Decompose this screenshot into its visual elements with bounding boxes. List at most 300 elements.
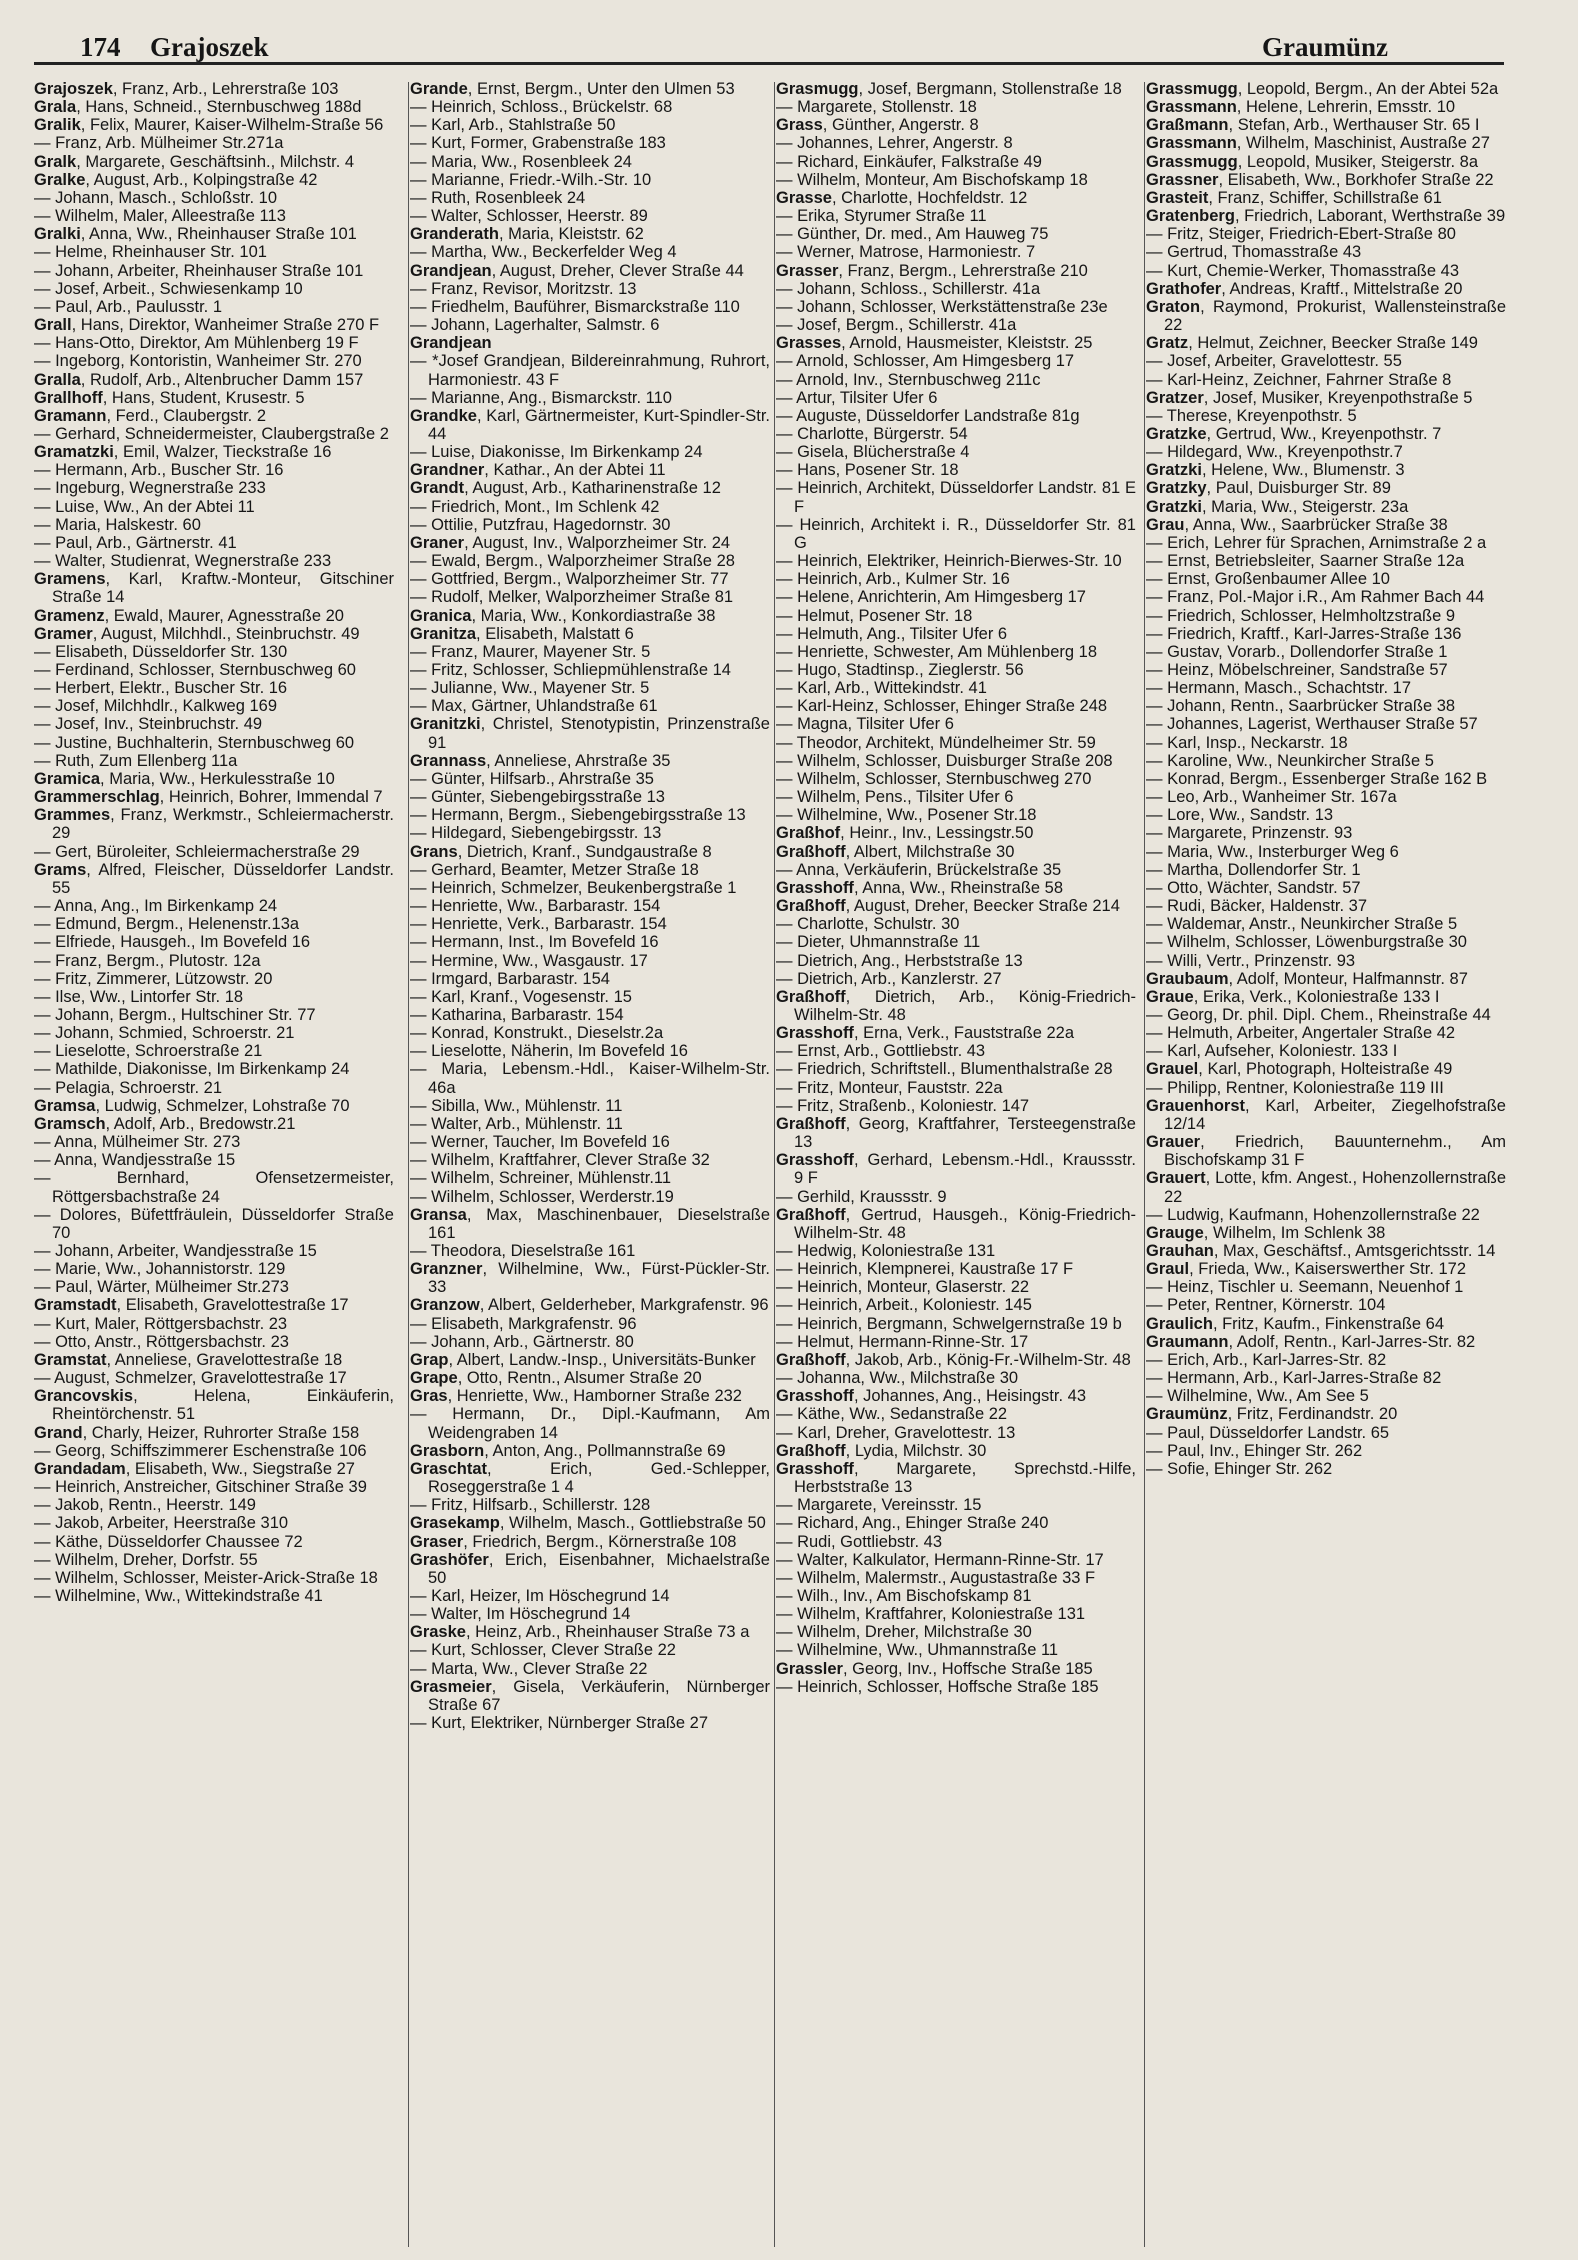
entry-surname: Grasses xyxy=(776,334,842,353)
entry-surname: Grajoszek xyxy=(34,80,113,98)
directory-entry: — Wilhelm, Malermstr., Augustastraße 33 F xyxy=(776,1568,1096,1587)
column-3 xyxy=(776,80,1136,2250)
directory-entry: Grassmann, Helene, Lehrerin, Emsstr. 10 xyxy=(1146,98,1456,117)
directory-entry: — Katharina, Barbarastr. 154 xyxy=(410,1005,624,1024)
directory-entry: — Kurt, Schlosser, Clever Straße 22 xyxy=(410,1641,676,1660)
directory-entry: — Josef, Arbeiter, Gravelottestr. 55 xyxy=(1146,352,1402,371)
directory-entry: Gramstat, Anneliese, Gravelottestraße 18 xyxy=(34,1350,343,1369)
directory-entry: Grasshoff, Johannes, Ang., Heisingstr. 43 xyxy=(776,1387,1087,1406)
directory-entry: — Maria, Lebensm.-Hdl., Kaiser-Wilhelm-Str. 46a xyxy=(410,1060,770,1097)
directory-entry: — Gerhard, Beamter, Metzer Straße 18 xyxy=(410,860,699,879)
directory-entry: Graubaum, Adolf, Monteur, Halfmannstr. 87 xyxy=(1146,969,1468,988)
directory-entry: Gralki, Anna, Ww., Rheinhauser Straße 101 xyxy=(34,225,357,244)
directory-entry: Grans, Dietrich, Kranf., Sundgaustraße 8 xyxy=(410,842,712,861)
directory-entry: — Kurt, Elektriker, Nürnberger Straße 27 xyxy=(410,1714,709,1733)
directory-entry: — Heinz, Möbelschreiner, Sandstraße 57 xyxy=(1146,661,1448,679)
directory-entry: — Josef, Inv., Steinbruchstr. 49 xyxy=(34,715,263,734)
entry-surname: Grammerschlag xyxy=(34,788,160,807)
directory-entry: — Leo, Arb., Wanheimer Str. 167a xyxy=(1146,788,1397,807)
directory-entry: — Karl, Kranf., Vogesenstr. 15 xyxy=(410,987,632,1006)
entry-surname: Graßhof xyxy=(776,824,841,843)
directory-entry: — Helene, Anrichterin, Am Himgesberg 17 xyxy=(776,588,1086,607)
directory-entry: — Fritz, Steiger, Friedrich-Ebert-Straße 80 xyxy=(1146,225,1456,244)
directory-entry: — Anna, Ang., Im Birkenkamp 24 xyxy=(34,897,278,916)
directory-entry: — Hans, Posener Str. 18 xyxy=(776,461,959,480)
directory-entry: — Ilse, Ww., Lintorfer Str. 18 xyxy=(34,987,244,1006)
directory-entry: Granica, Maria, Ww., Konkordiastraße 38 xyxy=(410,606,716,625)
entry-surname: Grande xyxy=(410,80,468,98)
directory-entry: — Heinrich, Klempnerei, Kaustraße 17 F xyxy=(776,1260,1074,1279)
directory-entry: — Josef, Bergm., Schillerstr. 41a xyxy=(776,316,1017,335)
directory-entry: — Franz, Bergm., Plutostr. 12a xyxy=(34,951,261,970)
directory-entry: — Wilhelm, Schlosser, Meister-Arick-Straße 18 xyxy=(34,1568,378,1587)
directory-entry: — Franz, Pol.-Major i.R., Am Rahmer Bach 44 xyxy=(1146,588,1485,607)
directory-entry: — Heinrich, Elektriker, Heinrich-Bierwes-Str. 10 xyxy=(776,552,1122,571)
directory-entry: — Dietrich, Ang., Herbststraße 13 xyxy=(776,951,1023,970)
directory-entry: Graumann, Adolf, Rentn., Karl-Jarres-Str. 82 xyxy=(1146,1332,1476,1351)
directory-entry: Grasshoff, Margarete, Sprechstd.-Hilfe, Herbststraße 13 xyxy=(776,1459,1136,1497)
directory-entry: Grauenhorst, Karl, Arbeiter, Ziegelhofstraße 12/14 xyxy=(1146,1096,1506,1133)
column-1 xyxy=(34,80,394,2250)
directory-entry: — Maria, Ww., Rosenbleek 24 xyxy=(410,152,632,171)
directory-entry: — Friedrich, Mont., Im Schlenk 42 xyxy=(410,497,660,516)
entry-surname: Graschtat xyxy=(410,1459,488,1478)
directory-entry: Grasses, Arnold, Hausmeister, Kleiststr. 25 xyxy=(776,334,1093,353)
directory-entry: — Artur, Tilsiter Ufer 6 xyxy=(776,388,938,407)
directory-entry: — Helmut, Hermann-Rinne-Str. 17 xyxy=(776,1332,1029,1351)
entry-surname: Grasshoff xyxy=(776,1151,854,1170)
directory-entry: — Hildegard, Siebengebirgsstr. 13 xyxy=(410,824,662,843)
directory-entry: Gramann, Ferd., Claubergstr. 2 xyxy=(34,406,267,425)
directory-entry: — Karl, Arb., Stahlstraße 50 xyxy=(410,116,616,135)
entry-surname: Grassmann xyxy=(1146,134,1237,153)
entry-surname: Grandjean xyxy=(410,334,492,353)
entry-surname: Grasser xyxy=(776,261,839,280)
directory-entry: Grassmugg, Leopold, Musiker, Steigerstr. 8a xyxy=(1146,152,1479,171)
directory-entry: — Pelagia, Schroerstr. 21 xyxy=(34,1078,223,1097)
directory-entry: Grala, Hans, Schneid., Sternbuschweg 188d xyxy=(34,98,362,117)
entry-surname: Granitzki xyxy=(410,715,481,734)
directory-entry: — Mathilde, Diakonisse, Im Birkenkamp 24 xyxy=(34,1060,350,1079)
directory-entry: — Ernst, Arb., Gottliebstr. 43 xyxy=(776,1042,986,1061)
directory-entry: — Erika, Styrumer Straße 11 xyxy=(776,207,987,226)
directory-entry: — Ingeburg, Wegnerstraße 233 xyxy=(34,479,266,498)
entry-surname: Grasteit xyxy=(1146,188,1209,207)
entry-surname: Graßhoff xyxy=(776,897,846,916)
directory-entry: — Luise, Ww., An der Abtei 11 xyxy=(34,497,255,516)
directory-entry: — Jakob, Arbeiter, Heerstraße 310 xyxy=(34,1514,289,1533)
directory-entry: — Günther, Dr. med., Am Hauweg 75 xyxy=(776,225,1049,244)
directory-entry: — Ludwig, Kaufmann, Hohenzollernstraße 22 xyxy=(1146,1205,1480,1224)
entry-surname: Gramsch xyxy=(34,1114,106,1133)
directory-entry: — Käthe, Ww., Sedanstraße 22 xyxy=(776,1405,1008,1424)
entry-surname: Graßhoff xyxy=(776,1205,846,1224)
directory-entry: — Paul, Wärter, Mülheimer Str.273 xyxy=(34,1278,289,1297)
directory-entry: Grams, Alfred, Fleischer, Düsseldorfer Landstr. 55 xyxy=(34,860,394,897)
directory-entry: Grammerschlag, Heinrich, Bohrer, Immendal 7 xyxy=(34,788,383,807)
directory-entry: — Max, Gärtner, Uhlandstraße 61 xyxy=(410,697,658,716)
directory-entry: — Hugo, Stadtinsp., Zieglerstr. 56 xyxy=(776,661,1024,679)
directory-entry: — Edmund, Bergm., Helenenstr.13a xyxy=(34,915,300,934)
directory-entry: — Henriette, Verk., Barbarastr. 154 xyxy=(410,915,667,934)
directory-entry: — Marta, Ww., Clever Straße 22 xyxy=(410,1659,648,1678)
directory-entry: Grall, Hans, Direktor, Wanheimer Straße 270 F xyxy=(34,316,380,335)
directory-entry: — Ewald, Bergm., Walporzheimer Straße 28 xyxy=(410,552,735,571)
entry-surname: Grasmeier xyxy=(410,1677,492,1696)
entry-surname: Gratzki xyxy=(1146,461,1202,480)
directory-entry: Gratzki, Maria, Ww., Steigerstr. 23a xyxy=(1146,497,1409,516)
directory-entry: Gratzke, Gertrud, Ww., Kreyenpothstr. 7 xyxy=(1146,424,1442,443)
entry-surname: Grauert xyxy=(1146,1169,1206,1188)
directory-entry: Graulich, Fritz, Kaufm., Finkenstraße 64 xyxy=(1146,1314,1445,1333)
directory-entry: — Friedrich, Schriftstell., Blumenthalstraße 28 xyxy=(776,1060,1113,1079)
directory-entry: Grande, Ernst, Bergm., Unter den Ulmen 53 xyxy=(410,80,735,98)
directory-entry: Grau, Anna, Ww., Saarbrücker Straße 38 xyxy=(1146,515,1448,534)
directory-entry: Graue, Erika, Verk., Koloniestraße 133 I xyxy=(1146,987,1440,1006)
directory-entry: — Karoline, Ww., Neunkircher Straße 5 xyxy=(1146,751,1434,770)
directory-entry: — Johannes, Lehrer, Angerstr. 8 xyxy=(776,134,1013,153)
directory-entry: — Charlotte, Bürgerstr. 54 xyxy=(776,424,968,443)
column-4 xyxy=(1146,80,1506,2250)
directory-entry: — Johann, Schloss., Schillerstr. 41a xyxy=(776,279,1041,298)
directory-entry: — Ferdinand, Schlosser, Sternbuschweg 60 xyxy=(34,661,356,679)
directory-entry: — Heinrich, Anstreicher, Gitschiner Straße 39 xyxy=(34,1478,367,1497)
directory-entry: Gratenberg, Friedrich, Laborant, Werthstraße 39 xyxy=(1146,207,1506,226)
directory-entry: Gralla, Rudolf, Arb., Altenbrucher Damm 157 xyxy=(34,370,364,389)
directory-entry: — Therese, Kreyenpothstr. 5 xyxy=(1146,406,1357,425)
directory-entry: — Georg, Schiffszimmerer Eschenstraße 106 xyxy=(34,1441,367,1460)
entry-surname: Graue xyxy=(1146,987,1194,1006)
directory-entry: — Wilhelmine, Ww., Wittekindstraße 41 xyxy=(34,1586,323,1605)
directory-entry: Grasser, Franz, Bergm., Lehrerstraße 210 xyxy=(776,261,1088,280)
directory-entry: — Johann, Arbeiter, Wandjesstraße 15 xyxy=(34,1242,317,1260)
directory-entry: — Willi, Vertr., Prinzenstr. 93 xyxy=(1146,951,1356,970)
entry-surname: Grauenhorst xyxy=(1146,1096,1246,1115)
directory-entry: — Ruth, Rosenbleek 24 xyxy=(410,188,586,207)
directory-entry: — Wilhelm, Kraftfahrer, Clever Straße 32 xyxy=(410,1151,710,1170)
entry-surname: Grandjean xyxy=(410,261,492,280)
directory-entry: — Wilhelm, Dreher, Dorfstr. 55 xyxy=(34,1550,258,1569)
directory-entry: — Luise, Diakonisse, Im Birkenkamp 24 xyxy=(410,443,703,462)
directory-entry: Gramica, Maria, Ww., Herkulesstraße 10 xyxy=(34,769,335,788)
entry-surname: Grasmugg xyxy=(776,80,859,98)
directory-entry: — Justine, Buchhalterin, Sternbuschweg 60 xyxy=(34,733,355,752)
directory-entry: Grassmugg, Leopold, Bergm., An der Abtei 52a xyxy=(1146,80,1499,98)
directory-entry: Grandner, Kathar., An der Abtei 11 xyxy=(410,461,666,480)
entry-surname: Gramer xyxy=(34,624,93,643)
directory-entry: — Peter, Rentner, Körnerstr. 104 xyxy=(1146,1296,1386,1315)
entry-surname: Gratzki xyxy=(1146,497,1202,516)
entry-surname: Granitza xyxy=(410,624,477,643)
directory-entry: Graßhoff, Albert, Milchstraße 30 xyxy=(776,842,1015,861)
directory-entry: Gransa, Max, Maschinenbauer, Dieselstraße 161 xyxy=(410,1205,770,1242)
directory-entry: — Hermine, Ww., Wasgaustr. 17 xyxy=(410,951,648,970)
directory-entry: Grancovskis, Helena, Einkäuferin, Rheintörchenstr. 51 xyxy=(34,1387,394,1424)
entry-surname: Grasekamp xyxy=(410,1514,500,1533)
directory-entry: — Helme, Rheinhauser Str. 101 xyxy=(34,243,267,262)
directory-entry: — Karl, Dreher, Gravelottestr. 13 xyxy=(776,1423,1016,1442)
entry-surname: Grassmugg xyxy=(1146,80,1238,98)
entry-surname: Grau xyxy=(1146,515,1185,534)
directory-entry: Gramer, August, Milchhdl., Steinbruchstr. 49 xyxy=(34,624,360,643)
directory-entry: Graßhoff, Jakob, Arb., König-Fr.-Wilhelm-Str. 48 xyxy=(776,1350,1131,1369)
directory-entry: — Karl, Aufseher, Koloniestr. 133 I xyxy=(1146,1042,1398,1061)
directory-entry: — Günter, Hilfsarb., Ahrstraße 35 xyxy=(410,769,654,788)
directory-entry: Gratzky, Paul, Duisburger Str. 89 xyxy=(1146,479,1391,498)
directory-entry: — Anna, Mülheimer Str. 273 xyxy=(34,1133,241,1152)
column-2 xyxy=(410,80,770,2250)
entry-surname: Graske xyxy=(410,1623,466,1642)
directory-entry: — Fritz, Straßenb., Koloniestr. 147 xyxy=(776,1096,1030,1115)
entry-surname: Graumünz xyxy=(1146,1405,1228,1424)
directory-entry: — Georg, Dr. phil. Dipl. Chem., Rheinstraße 44 xyxy=(1146,1005,1491,1024)
entry-surname: Gralke xyxy=(34,170,86,189)
entry-surname: Gramstat xyxy=(34,1350,107,1369)
entry-surname: Grape xyxy=(410,1369,458,1388)
directory-entry: Graßhof, Heinr., Inv., Lessingstr.50 xyxy=(776,824,1034,843)
directory-entry: — Ernst, Betriebsleiter, Saarner Straße 12a xyxy=(1146,552,1465,571)
directory-entry: — Karl, Arb., Wittekindstr. 41 xyxy=(776,679,987,698)
entry-surname: Grandadam xyxy=(34,1459,126,1478)
entry-surname: Grassner xyxy=(1146,170,1219,189)
directory-entry: — Kurt, Chemie-Werker, Thomasstraße 43 xyxy=(1146,261,1459,280)
directory-entry: — Martha, Dollendorfer Str. 1 xyxy=(1146,860,1361,879)
directory-entry: — Henriette, Schwester, Am Mühlenberg 18 xyxy=(776,642,1097,661)
directory-entry: Gras, Henriette, Ww., Hamborner Straße 232 xyxy=(410,1387,742,1406)
entry-surname: Grancovskis xyxy=(34,1387,134,1406)
directory-entry: — Richard, Ang., Ehinger Straße 240 xyxy=(776,1514,1049,1533)
directory-entry: Grass, Günther, Angerstr. 8 xyxy=(776,116,979,135)
entry-surname: Gralla xyxy=(34,370,81,389)
directory-entry: Graske, Heinz, Arb., Rheinhauser Straße 73 a xyxy=(410,1623,750,1642)
directory-entry: — Lieselotte, Näherin, Im Bovefeld 16 xyxy=(410,1042,688,1061)
directory-entry: — Dieter, Uhmannstraße 11 xyxy=(776,933,981,952)
directory-entry: — Ingeborg, Kontoristin, Wanheimer Str. 270 xyxy=(34,352,362,371)
directory-entry: — Fritz, Zimmerer, Lützowstr. 20 xyxy=(34,969,273,988)
directory-entry: Grassmann, Wilhelm, Maschinist, Austraße 27 xyxy=(1146,134,1490,153)
directory-entry: Grashöfer, Erich, Eisenbahner, Michaelstraße 50 xyxy=(410,1550,770,1587)
directory-entry: — Gert, Büroleiter, Schleiermacherstraße 29 xyxy=(34,842,360,861)
directory-entry: Granitzki, Christel, Stenotypistin, Prinzenstraße 91 xyxy=(410,715,770,752)
directory-entry: Grasshoff, Gerhard, Lebensm.-Hdl., Kraussstr. 9 F xyxy=(776,1151,1136,1188)
directory-entry: — Walter, Kalkulator, Hermann-Rinne-Str. 17 xyxy=(776,1550,1104,1569)
entry-surname: Grasshoff xyxy=(776,878,854,897)
directory-entry: — Helmuth, Arbeiter, Angertaler Straße 42 xyxy=(1146,1024,1456,1043)
entry-surname: Granica xyxy=(410,606,472,625)
directory-entry: — Käthe, Düsseldorfer Chaussee 72 xyxy=(34,1532,303,1551)
directory-entry: Grauge, Wilhelm, Im Schlenk 38 xyxy=(1146,1223,1386,1242)
directory-entry: — Richard, Einkäufer, Falkstraße 49 xyxy=(776,152,1042,171)
directory-entry: — Wilhelm, Schlosser, Löwenburgstraße 30 xyxy=(1146,933,1467,952)
directory-entry: Grasshoff, Anna, Ww., Rheinstraße 58 xyxy=(776,878,1064,897)
directory-entry: — Bernhard, Ofensetzermeister, Röttgersbachstraße 24 xyxy=(34,1169,394,1206)
entry-surname: Grandner xyxy=(410,461,485,480)
directory-entry: — Johann, Arb., Gärtnerstr. 80 xyxy=(410,1332,634,1351)
directory-entry: — Elfriede, Hausgeh., Im Bovefeld 16 xyxy=(34,933,311,952)
directory-entry: — Charlotte, Schulstr. 30 xyxy=(776,915,960,934)
directory-entry: — Helmut, Posener Str. 18 xyxy=(776,606,973,625)
directory-entry: Graßhoff, Gertrud, Hausgeh., König-Friedrich-Wilhelm-Str. 48 xyxy=(776,1205,1136,1242)
directory-entry: — Ernst, Großenbaumer Allee 10 xyxy=(1146,570,1390,589)
directory-entry: Grasmeier, Gisela, Verkäuferin, Nürnberger Straße 67 xyxy=(410,1677,770,1714)
directory-entry: — Heinrich, Arbeit., Koloniestr. 145 xyxy=(776,1296,1032,1315)
directory-entry: — Otto, Anstr., Röttgersbachstr. 23 xyxy=(34,1332,289,1351)
directory-entry: — Sibilla, Ww., Mühlenstr. 11 xyxy=(410,1096,623,1115)
directory-entry: — Johann, Schlosser, Werkstättenstraße 23e xyxy=(776,297,1108,316)
directory-entry: — Rudi, Gottliebstr. 43 xyxy=(776,1532,942,1551)
directory-entry: — Johann, Lagerhalter, Salmstr. 6 xyxy=(410,316,660,335)
directory-entry: — Heinrich, Monteur, Glaserstr. 22 xyxy=(776,1278,1030,1297)
entry-surname: Graser xyxy=(410,1532,464,1551)
directory-entry: — Josef, Milchhdlr., Kalkweg 169 xyxy=(34,697,278,716)
directory-entry: — Heinrich, Architekt i. R., Düsseldorfer Str. 81 G xyxy=(776,515,1136,552)
directory-entry: — Dietrich, Arb., Kanzlerstr. 27 xyxy=(776,969,1002,988)
directory-entry: — Wilhelm, Dreher, Milchstraße 30 xyxy=(776,1623,1032,1642)
directory-entry: — Dolores, Büfettfräulein, Düsseldorfer Straße 70 xyxy=(34,1205,394,1242)
entry-surname: Graumann xyxy=(1146,1332,1229,1351)
directory-entry: — Franz, Revisor, Moritzstr. 13 xyxy=(410,279,637,298)
directory-entry: Grauhan, Max, Geschäftsf., Amtsgerichtsstr. 14 xyxy=(1146,1242,1496,1260)
entry-surname: Graubaum xyxy=(1146,969,1229,988)
directory-entry: — Hermann, Bergm., Siebengebirgsstraße 13 xyxy=(410,806,746,825)
directory-entry: — Wilhelm, Maler, Alleestraße 113 xyxy=(34,207,286,226)
directory-entry: — Elisabeth, Markgrafenstr. 96 xyxy=(410,1314,637,1333)
directory-entry: — Rudolf, Melker, Walporzheimer Straße 81 xyxy=(410,588,734,607)
entry-surname: Gramens xyxy=(34,570,106,589)
directory-entry: Granitza, Elisabeth, Malstatt 6 xyxy=(410,624,634,643)
directory-entry: — *Josef Grandjean, Bildereinrahmung, Ruhrort, Harmoniestr. 43 F xyxy=(410,352,770,389)
entry-surname: Grall xyxy=(34,316,72,335)
directory-entry: — Wilhelm, Pens., Tilsiter Ufer 6 xyxy=(776,788,1014,807)
directory-entry: Graschtat, Erich, Ged.-Schlepper, Roseggerstraße 1 4 xyxy=(410,1459,770,1497)
directory-entry: Graßhoff, Lydia, Milchstr. 30 xyxy=(776,1441,987,1460)
directory-entry: — Walter, Im Höschegrund 14 xyxy=(410,1605,631,1624)
entry-surname: Gramenz xyxy=(34,606,105,625)
directory-entry: — Gerhard, Schneidermeister, Claubergstraße 2 xyxy=(34,424,389,443)
directory-entry: — Johann, Bergm., Hultschiner Str. 77 xyxy=(34,1005,316,1024)
header-last-entry: Graumünz xyxy=(1261,32,1388,62)
entry-surname: Gramsa xyxy=(34,1096,96,1115)
directory-entry: — Karl, Insp., Neckarstr. 18 xyxy=(1146,733,1348,752)
directory-entry: — Johann, Schmied, Schroerstr. 21 xyxy=(34,1024,295,1043)
directory-entry: — Lieselotte, Schroerstraße 21 xyxy=(34,1042,263,1061)
directory-columns xyxy=(34,80,1506,2250)
directory-entry: — August, Schmelzer, Gravelottestraße 17 xyxy=(34,1369,347,1388)
directory-entry: — Arnold, Schlosser, Am Himgesberg 17 xyxy=(776,352,1075,371)
directory-entry: — Wilhelm, Kraftfahrer, Koloniestraße 131 xyxy=(776,1605,1086,1624)
directory-entry: Grannass, Anneliese, Ahrstraße 35 xyxy=(410,751,671,770)
entry-surname: Graul xyxy=(1146,1260,1190,1279)
directory-entry: — Josef, Arbeit., Schwiesenkamp 10 xyxy=(34,279,303,298)
directory-entry: — Sofie, Ehinger Str. 262 xyxy=(1146,1459,1333,1478)
entry-surname: Grassler xyxy=(776,1659,843,1678)
entry-surname: Gralik xyxy=(34,116,81,135)
directory-entry: Gramatzki, Emil, Walzer, Tieckstraße 16 xyxy=(34,443,332,462)
directory-entry: Gramenz, Ewald, Maurer, Agnesstraße 20 xyxy=(34,606,344,625)
entry-surname: Grasshoff xyxy=(776,1459,854,1478)
directory-entry: — Wilh., Inv., Am Bischofskamp 81 xyxy=(776,1586,1032,1605)
entry-surname: Granzner xyxy=(410,1260,483,1279)
directory-entry: Graul, Frieda, Ww., Kaiserswerther Str. 172 xyxy=(1146,1260,1467,1279)
directory-entry: Graton, Raymond, Prokurist, Wallensteinstraße 22 xyxy=(1146,297,1506,335)
directory-entry: — Hermann, Arb., Karl-Jarres-Straße 82 xyxy=(1146,1369,1442,1388)
entry-surname: Graßhoff xyxy=(776,1350,846,1369)
entry-surname: Gramstadt xyxy=(34,1296,117,1315)
directory-entry: Gratzki, Helene, Ww., Blumenstr. 3 xyxy=(1146,461,1405,480)
directory-entry: Grasekamp, Wilhelm, Masch., Gottliebstraße 50 xyxy=(410,1514,766,1533)
directory-entry: Grasteit, Franz, Schiffer, Schillstraße 61 xyxy=(1146,188,1442,207)
directory-entry: — Wilhelm, Schlosser, Werderstr.19 xyxy=(410,1187,674,1206)
directory-entry: — Heinrich, Schloss., Brückelstr. 68 xyxy=(410,98,673,117)
directory-entry: — Franz, Maurer, Mayener Str. 5 xyxy=(410,642,651,661)
entry-surname: Grathofer xyxy=(1146,279,1222,298)
entry-surname: Grass xyxy=(776,116,823,135)
entry-surname: Grannass xyxy=(410,751,487,770)
directory-entry: — Hedwig, Koloniestraße 131 xyxy=(776,1242,996,1260)
directory-entry: Graßhoff, Dietrich, Arb., König-Friedrich-Wilhelm-Str. 48 xyxy=(776,987,1136,1024)
entry-surname: Graßmann xyxy=(1146,116,1229,135)
entry-surname: Grauhan xyxy=(1146,1242,1214,1260)
directory-entry: Graser, Friedrich, Bergm., Körnerstraße 108 xyxy=(410,1532,737,1551)
directory-entry: — Johann, Arbeiter, Rheinhauser Straße 101 xyxy=(34,261,364,280)
entry-surname: Gratenberg xyxy=(1146,207,1235,226)
directory-entry: — Friedhelm, Bauführer, Bismarckstraße 110 xyxy=(410,297,740,316)
directory-entry: Grauert, Lotte, kfm. Angest., Hohenzollernstraße 22 xyxy=(1146,1169,1506,1206)
entry-surname: Grasshoff xyxy=(776,1387,854,1406)
directory-entry: Gralik, Felix, Maurer, Kaiser-Wilhelm-Straße 56 xyxy=(34,116,384,135)
directory-entry: Grajoszek, Franz, Arb., Lehrerstraße 103 xyxy=(34,80,339,98)
directory-entry: — Paul, Arb., Gärtnerstr. 41 xyxy=(34,533,237,552)
directory-entry: Graumünz, Fritz, Ferdinandstr. 20 xyxy=(1146,1405,1398,1424)
directory-entry: — Friedrich, Schlosser, Helmholtzstraße 9 xyxy=(1146,606,1456,625)
entry-surname: Granzow xyxy=(410,1296,480,1315)
directory-entry: Gramsa, Ludwig, Schmelzer, Lohstraße 70 xyxy=(34,1096,350,1115)
directory-entry: — Marianne, Friedr.-Wilh.-Str. 10 xyxy=(410,170,652,189)
directory-entry: — Walter, Studienrat, Wegnerstraße 233 xyxy=(34,552,332,571)
entry-surname: Grassmugg xyxy=(1146,152,1238,171)
directory-entry: — Ottilie, Putzfrau, Hagedornstr. 30 xyxy=(410,515,671,534)
directory-entry: — Karl, Heizer, Im Höschegrund 14 xyxy=(410,1586,670,1605)
directory-entry: Grassler, Georg, Inv., Hoffsche Straße 185 xyxy=(776,1659,1093,1678)
directory-entry: — Fritz, Hilfsarb., Schillerstr. 128 xyxy=(410,1496,651,1515)
directory-entry: — Theodor, Architekt, Mündelheimer Str. 59 xyxy=(776,733,1096,752)
entry-surname: Grauge xyxy=(1146,1223,1204,1242)
directory-entry: — Irmgard, Barbarastr. 154 xyxy=(410,969,610,988)
entry-surname: Grand xyxy=(34,1423,83,1442)
entry-surname: Grams xyxy=(34,860,87,879)
directory-entry: — Arnold, Inv., Sternbuschweg 211c xyxy=(776,370,1041,389)
entry-surname: Graßhoff xyxy=(776,1441,846,1460)
directory-entry: — Heinrich, Arb., Kulmer Str. 16 xyxy=(776,570,1010,589)
directory-entry: — Gisela, Blücherstraße 4 xyxy=(776,443,970,462)
entry-surname: Graton xyxy=(1146,297,1201,316)
directory-entry: — Elisabeth, Düsseldorfer Str. 130 xyxy=(34,642,288,661)
directory-entry: Grallhoff, Hans, Student, Krusestr. 5 xyxy=(34,388,305,407)
page-number: 174 xyxy=(80,32,121,62)
entry-surname: Gratzke xyxy=(1146,424,1207,443)
directory-entry: — Gottfried, Bergm., Walporzheimer Str. 77 xyxy=(410,570,729,589)
entry-surname: Graulich xyxy=(1146,1314,1213,1333)
directory-entry: Gramsch, Adolf, Arb., Bredowstr.21 xyxy=(34,1114,296,1133)
directory-entry: — Günter, Siebengebirgsstraße 13 xyxy=(410,788,665,807)
directory-entry: — Marie, Ww., Johannistorstr. 129 xyxy=(34,1260,286,1279)
directory-entry: — Margarete, Vereinsstr. 15 xyxy=(776,1496,982,1515)
directory-entry: — Heinrich, Schmelzer, Beukenbergstraße 1 xyxy=(410,878,737,897)
directory-entry: Gralke, August, Arb., Kolpingstraße 42 xyxy=(34,170,318,189)
directory-entry: — Hermann, Masch., Schachtstr. 17 xyxy=(1146,679,1412,698)
directory-entry: Grand, Charly, Heizer, Ruhrorter Straße 158 xyxy=(34,1423,360,1442)
directory-entry: — Wilhelmine, Ww., Am See 5 xyxy=(1146,1387,1369,1406)
